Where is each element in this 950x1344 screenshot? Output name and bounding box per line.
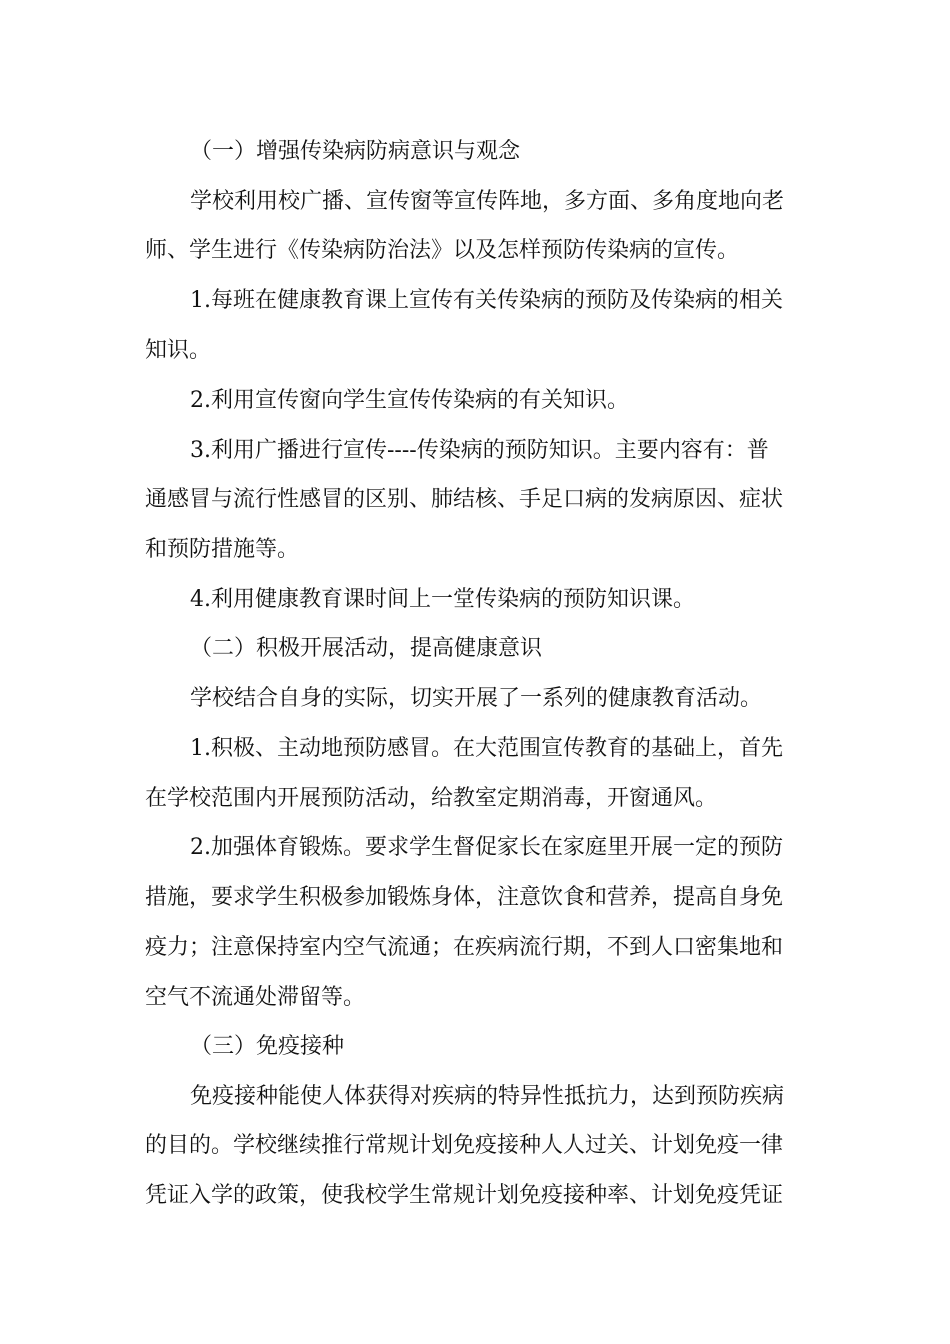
heading-section-3: （三）免疫接种 [190,1034,345,1059]
paragraph-line: 的目的。学校继续推行常规计划免疫接种人人过关、计划免疫一律 [145,1133,784,1158]
list-item-line: 2.利用宣传窗向学生宣传传染病的有关知识。 [190,388,629,413]
paragraph-line: 师、学生进行《传染病防治法》以及怎样预防传染病的宣传。 [145,238,740,263]
list-item-line: 通感冒与流行性感冒的区别、肺结核、手足口病的发病原因、症状 [145,487,784,512]
paragraph-line: 学校结合自身的实际，切实开展了一系列的健康教育活动。 [190,686,763,711]
list-item-line: 2.加强体育锻炼。要求学生督促家长在家庭里开展一定的预防 [190,835,783,860]
paragraph-line: 凭证入学的政策，使我校学生常规计划免疫接种率、计划免疫凭证 [145,1183,784,1208]
heading-section-1: （一）增强传染病防病意识与观念 [190,139,521,164]
list-item-line: 和预防措施等。 [145,537,300,562]
paragraph-line: 免疫接种能使人体获得对疾病的特异性抵抗力，达到预防疾病 [190,1084,785,1109]
list-item-line: 4.利用健康教育课时间上一堂传染病的预防知识课。 [190,587,695,612]
list-item-line: 疫力；注意保持室内空气流通；在疾病流行期，不到人口密集地和 [145,935,784,960]
list-item-line: 1.每班在健康教育课上宣传有关传染病的预防及传染病的相关 [190,288,783,313]
list-item-line: 空气不流通处滞留等。 [145,985,366,1010]
paragraph-line: 学校利用校广播、宣传窗等宣传阵地，多方面、多角度地向老 [190,189,785,214]
heading-section-2: （二）积极开展活动，提高健康意识 [190,636,543,661]
list-item-line: 措施，要求学生积极参加锻炼身体，注意饮食和营养，提高自身免 [145,885,784,910]
list-item-line: 在学校范围内开展预防活动，给教室定期消毒，开窗通风。 [145,786,718,811]
list-item-line: 知识。 [145,338,212,363]
list-item-line: 3.利用广播进行宣传----传染病的预防知识。主要内容有：普 [190,438,769,463]
list-item-line: 1.积极、主动地预防感冒。在大范围宣传教育的基础上，首先 [190,736,783,761]
